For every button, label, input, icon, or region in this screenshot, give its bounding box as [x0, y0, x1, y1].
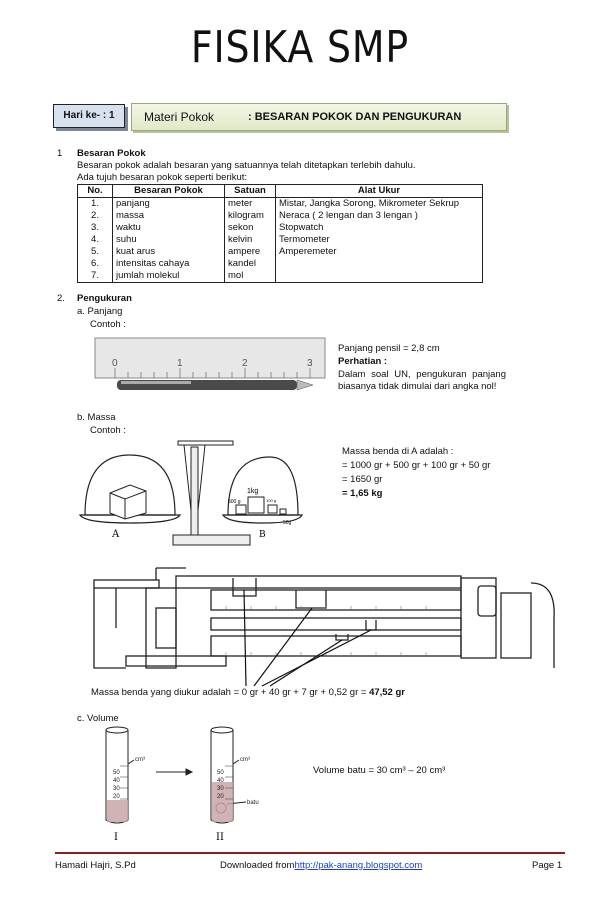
table-cell: sekon — [225, 222, 276, 234]
table-cell: 7. — [78, 270, 113, 283]
neraca-result: 47,52 gr — [369, 687, 405, 698]
col-header-alat: Alat Ukur — [276, 185, 483, 198]
table-cell: 5. — [78, 246, 113, 258]
table-cell: kandel — [225, 258, 276, 270]
page-title: FISIKA SMP — [190, 22, 410, 73]
table-row — [78, 210, 483, 222]
measuring-cylinders-illustration — [96, 722, 259, 844]
massa-line-3: = 1650 gr — [342, 474, 383, 485]
batu-label: batu — [247, 800, 259, 806]
table-row — [78, 258, 483, 270]
cylinder-label-ii: II — [216, 832, 224, 843]
table-cell: intensitas cahaya — [113, 258, 225, 270]
footer-url-link[interactable]: http://pak-anang.blogspot.com — [294, 860, 423, 871]
section1-number: 1 — [57, 148, 63, 159]
table-cell: 2. — [78, 210, 113, 222]
weight-50g-label: 50g — [283, 520, 292, 526]
table-cell: 3. — [78, 222, 113, 234]
table-cell: 6. — [78, 258, 113, 270]
weight-1kg-label: 1kg — [247, 488, 259, 495]
massa-line-2: = 1000 gr + 500 gr + 100 gr + 50 gr — [342, 460, 491, 471]
pan-label-a: A — [112, 529, 120, 540]
table-row — [78, 198, 483, 211]
pan-label-b: B — [259, 530, 266, 540]
volume-result: Volume batu = 30 cm³ – 20 cm³ — [313, 765, 446, 776]
table-cell: Stopwatch — [276, 222, 483, 234]
col-header-no: No. — [78, 185, 113, 198]
ruler-tick-label: 1 — [177, 358, 183, 369]
table-cell: Amperemeter — [276, 246, 483, 258]
cylinder-unit-label: cm³ — [240, 757, 250, 763]
table-cell: suhu — [113, 234, 225, 246]
besaran-table — [77, 184, 483, 283]
table-cell: meter — [225, 198, 276, 211]
perhatian-note: Dalam soal UN, pengukuran panjang biasanya tidak dimulai dari angka nol! — [338, 369, 506, 392]
table-row — [78, 234, 483, 246]
section2-number: 2. — [57, 293, 65, 304]
table-cell: panjang — [113, 198, 225, 211]
table-cell: Mistar, Jangka Sorong, Mikrometer Sekrup — [276, 198, 483, 211]
topic-label: Materi Pokok — [144, 110, 215, 124]
day-badge: Hari ke- : 1 — [53, 104, 125, 128]
footer-rule — [55, 852, 565, 854]
balance-scale-illustration — [80, 435, 305, 560]
weight-500g-label: 500 g — [228, 499, 241, 505]
table-cell: ampere — [225, 246, 276, 258]
table-cell: waktu — [113, 222, 225, 234]
section1-intro: Ada tujuh besaran pokok seperti berikut: — [77, 172, 248, 183]
massa-result: = 1,65 kg — [342, 488, 383, 499]
table-cell: 4. — [78, 234, 113, 246]
col-header-satuan: Satuan — [225, 185, 276, 198]
cylinder-mark: 30 — [217, 786, 224, 792]
cylinder-mark: 50 — [217, 770, 224, 776]
table-row — [78, 246, 483, 258]
table-cell: kuat arus — [113, 246, 225, 258]
panjang-label: a. Panjang — [77, 306, 123, 317]
topic-banner — [131, 103, 507, 131]
table-cell — [276, 258, 483, 270]
ruler-pencil-illustration — [95, 338, 325, 400]
ruler-tick-label: 3 — [307, 358, 313, 369]
triple-beam-balance-illustration — [86, 568, 556, 688]
table-cell: kilogram — [225, 210, 276, 222]
table-cell: Neraca ( 2 lengan dan 3 lengan ) — [276, 210, 483, 222]
cylinder-unit-label: cm³ — [135, 757, 145, 763]
table-header-row — [78, 185, 483, 198]
ruler-tick-label: 0 — [112, 358, 118, 369]
table-cell: mol — [225, 270, 276, 283]
neraca-result-line — [91, 687, 405, 699]
cylinder-label-i: I — [114, 832, 118, 843]
cylinder-mark: 20 — [113, 794, 120, 800]
footer-page-number: Page 1 — [532, 860, 563, 871]
section1-heading: Besaran Pokok — [77, 148, 146, 159]
panjang-result: Panjang pensil = 2,8 cm — [338, 343, 440, 354]
topic-value: : BESARAN POKOK DAN PENGUKURAN — [248, 111, 462, 123]
massa-line-1: Massa benda di A adalah : — [342, 446, 454, 457]
panjang-contoh: Contoh : — [90, 319, 126, 330]
section1-definition: Besaran pokok adalah besaran yang satuannya telah ditetapkan terlebih dahulu. — [77, 160, 416, 171]
table-cell — [276, 270, 483, 283]
volume-label: c. Volume — [77, 713, 119, 724]
cylinder-mark: 40 — [217, 778, 224, 784]
footer-download — [220, 860, 422, 871]
cylinder-mark: 30 — [113, 786, 120, 792]
massa-label: b. Massa — [77, 412, 116, 423]
ruler-tick-label: 2 — [242, 358, 248, 369]
neraca-expression: Massa benda yang diukur adalah = 0 gr + 40 gr + 7 gr + 0,52 gr = — [91, 687, 370, 698]
table-cell: kelvin — [225, 234, 276, 246]
table-cell: massa — [113, 210, 225, 222]
table-cell: jumlah molekul — [113, 270, 225, 283]
section2-heading: Pengukuran — [77, 293, 132, 304]
table-row — [78, 222, 483, 234]
massa-contoh: Contoh : — [90, 425, 126, 436]
cylinder-mark: 50 — [113, 770, 120, 776]
cylinder-mark: 20 — [217, 794, 224, 800]
cylinder-mark: 40 — [113, 778, 120, 784]
footer-author: Hamadi Hajri, S.Pd — [55, 860, 136, 871]
table-cell: Termometer — [276, 234, 483, 246]
table-row — [78, 270, 483, 283]
footer-downloaded-label: Downloaded from — [220, 860, 295, 871]
weight-100g-label: 100 g — [266, 498, 277, 503]
table-cell: 1. — [78, 198, 113, 211]
perhatian-heading: Perhatian : — [338, 356, 388, 367]
col-header-besaran: Besaran Pokok — [113, 185, 225, 198]
